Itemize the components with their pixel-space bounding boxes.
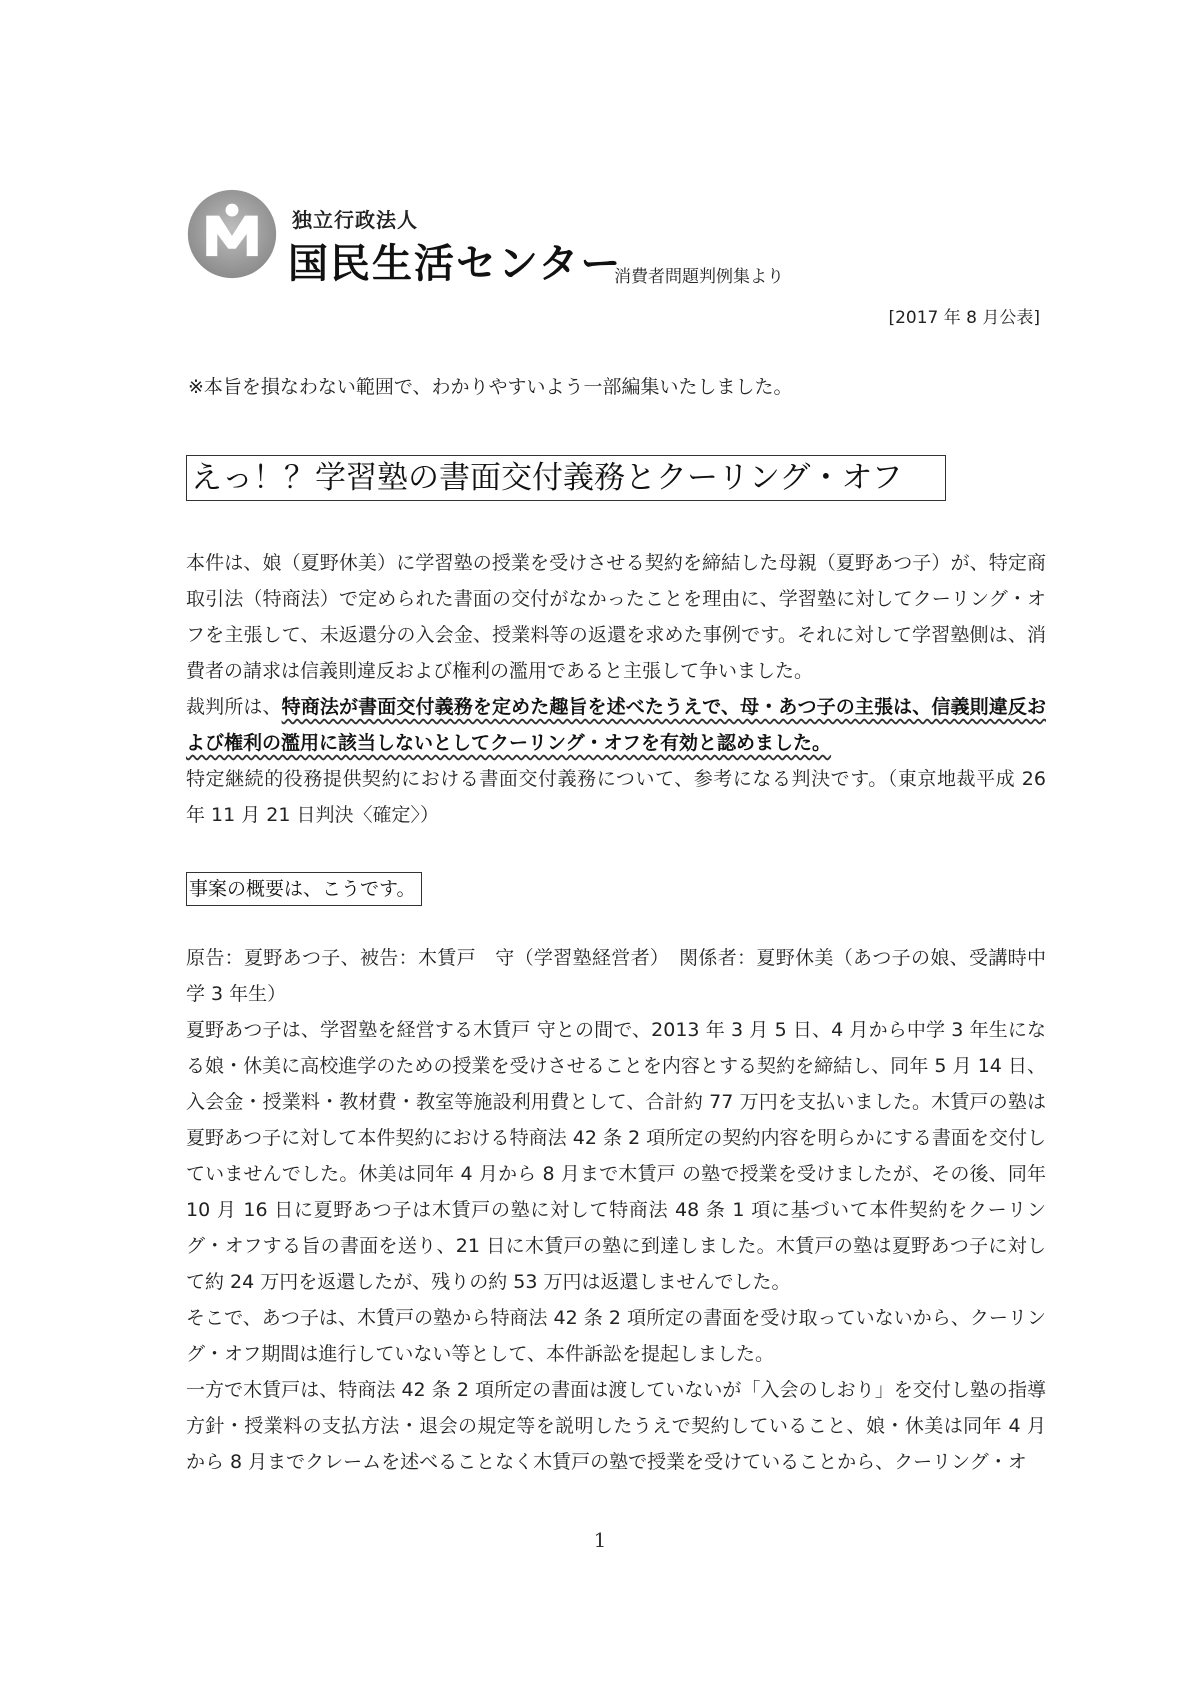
document-title: えっ！？学習塾の書面交付義務とクーリング・オフ <box>186 455 946 501</box>
summary-paragraph: 特定継続的役務提供契約における書面交付義務について、参考になる判決です。（東京地裁平成 26 年 11 月 21 日判決〈確定〉） <box>186 768 1046 826</box>
facts-paragraph: そこで、あつ子は、木賃戸の塾から特商法 42 条 2 項所定の書面を受け取っていないから、クーリング・オフ期間は進行していない等として、本件訴訟を提起しました。 <box>186 1307 1046 1365</box>
summary-lead-text: 裁判所は、 <box>186 696 282 718</box>
kokumin-center-logo-icon <box>186 188 278 280</box>
section-heading: 事案の概要は、こうです。 <box>186 872 422 906</box>
case-summary <box>186 545 1046 833</box>
edit-note: ※本旨を損なわない範囲で、わかりやすいよう一部編集いたしました。 <box>188 376 793 398</box>
summary-paragraph <box>186 689 1046 761</box>
page-number: 1 <box>593 1528 607 1552</box>
org-name: 国民生活センター <box>288 241 623 287</box>
facts-paragraph: 一方で木賃戸は、特商法 42 条 2 項所定の書面は渡していないが「入会のしおり」を交付し塾の指導方針・授業料の支払方法・退会の規定等を説明したうえで契約していること、娘・休美は同年 4 月から 8 月までクレームを述べることなく木賃戸の塾で授業を受けていることから、クーリング・オ <box>186 1379 1046 1473</box>
org-subtitle: 独立行政法人 <box>292 208 418 232</box>
summary-paragraph: 本件は、娘（夏野休美）に学習塾の授業を受けさせる契約を締結した母親（夏野あつ子）が、特定商取引法（特商法）で定められた書面の交付がなかったことを理由に、学習塾に対してクーリング・オフを主張して、未返還分の入会金、授業料等の返還を求めた事例です。それに対して学習塾側は、消費者の請求は信義則違反および権利の濫用であると主張して争いました。 <box>186 552 1046 682</box>
facts-paragraph: 夏野あつ子は、学習塾を経営する木賃戸 守との間で、2013 年 3 月 5 日、4 月から中学 3 年生になる娘・休美に高校進学のための授業を受けさせることを内容とする契約を締結し、同年 5 月 14 日、入会金・授業料・教材費・教室等施設利用費として、合計約 77 万円を支払いました。木賃戸の塾は夏野あつ子に対して本件契約における特商法 42 条 2 項所定の契約内容を明らかにする書面を交付していませんでした。休美は同年 4 月から 8 月まで木賃戸 の塾で授業を受けましたが、その後、同年 10 月 16 日に夏野あつ子は木賃戸の塾に対して特商法 48 条 1 項に基づいて本件契約をクーリング・オフする旨の書面を送り、21 日に木賃戸の塾に到達しました。木賃戸の塾は夏野あつ子に対して約 24 万円を返還したが、残りの約 53 万円は返還しませんでした。 <box>186 1019 1046 1293</box>
parties-paragraph: 原告：夏野あつ子、被告：木賃戸 守（学習塾経営者） 関係者：夏野休美（あつ子の娘、受講時中学 3 年生） <box>186 947 1046 1005</box>
publication-date: [2017 年 8 月公表] <box>888 308 1040 328</box>
source-note: 消費者問題判例集より <box>614 267 784 287</box>
emphasized-ruling: 特商法が書面交付義務を定めた趣旨を述べたうえで、母・あつ子の主張は、信義則違反および権利の濫用に該当しないとしてクーリング・オフを有効と認めました。 <box>186 696 1046 754</box>
case-facts <box>186 940 1046 1480</box>
